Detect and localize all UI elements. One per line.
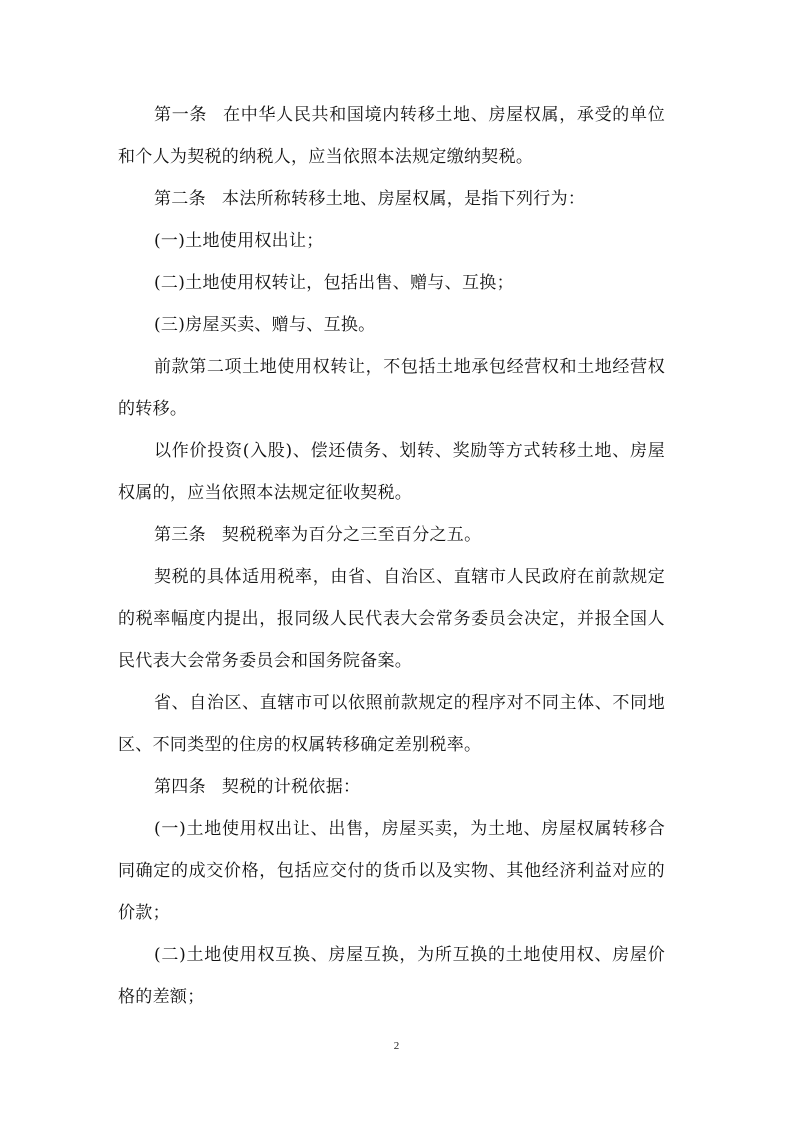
paragraph xyxy=(118,430,665,514)
paragraph xyxy=(118,346,665,430)
paragraph-text: (三)房屋买卖、赠与、互换。 xyxy=(154,315,376,335)
paragraph-text: 契税税率为百分之三至百分之五。 xyxy=(221,525,482,545)
article-2-paragraph xyxy=(118,178,665,220)
paragraph xyxy=(118,682,665,766)
paragraph-text: (一)土地使用权出让； xyxy=(154,231,324,251)
paragraph-text: 在中华人民共和国境内转移土地、房屋权属，承受的单位和个人为契税的纳税人，应当依照本法规定缴纳契税。 xyxy=(118,105,665,167)
paragraph-text: 省、自治区、直辖市可以依照前款规定的程序对不同主体、不同地区、不同类型的住房的权属转移确定差别税率。 xyxy=(118,693,665,755)
paragraph-text: 前款第二项土地使用权转让，不包括土地承包经营权和土地经营权的转移。 xyxy=(118,357,665,419)
article-1-paragraph xyxy=(118,94,665,178)
list-item xyxy=(118,934,665,1018)
list-item xyxy=(118,220,665,262)
list-item xyxy=(118,262,665,304)
paragraph-text: (一)土地使用权出让、出售，房屋买卖，为土地、房屋权属转移合同确定的成交价格，包括应交付的货币以及实物、其他经济利益对应的价款； xyxy=(118,819,665,923)
paragraph-text: 以作价投资(入股)、偿还债务、划转、奖励等方式转移土地、房屋权属的，应当依照本法规定征收契税。 xyxy=(118,441,665,503)
paragraph-text: 契税的具体适用税率，由省、自治区、直辖市人民政府在前款规定的税率幅度内提出，报同级人民代表大会常务委员会决定，并报全国人民代表大会常务委员会和国务院备案。 xyxy=(118,567,665,671)
article-3-paragraph xyxy=(118,514,665,556)
paragraph-text: (二)土地使用权互换、房屋互换，为所互换的土地使用权、房屋价格的差额； xyxy=(118,945,665,1007)
paragraph-text: 契税的计税依据： xyxy=(221,777,361,797)
article-label: 第二条 xyxy=(154,189,206,209)
paragraph-text: (二)土地使用权转让，包括出售、赠与、互换； xyxy=(154,273,514,293)
article-label: 第三条 xyxy=(154,525,206,545)
paragraph-text: 本法所称转移土地、房屋权属，是指下列行为： xyxy=(221,189,586,209)
article-label: 第一条 xyxy=(154,105,208,125)
page-number: 2 xyxy=(393,1040,400,1052)
paragraph xyxy=(118,556,665,682)
document-body xyxy=(118,94,665,1018)
article-label: 第四条 xyxy=(154,777,206,797)
list-item xyxy=(118,304,665,346)
article-4-paragraph xyxy=(118,766,665,808)
list-item xyxy=(118,808,665,934)
